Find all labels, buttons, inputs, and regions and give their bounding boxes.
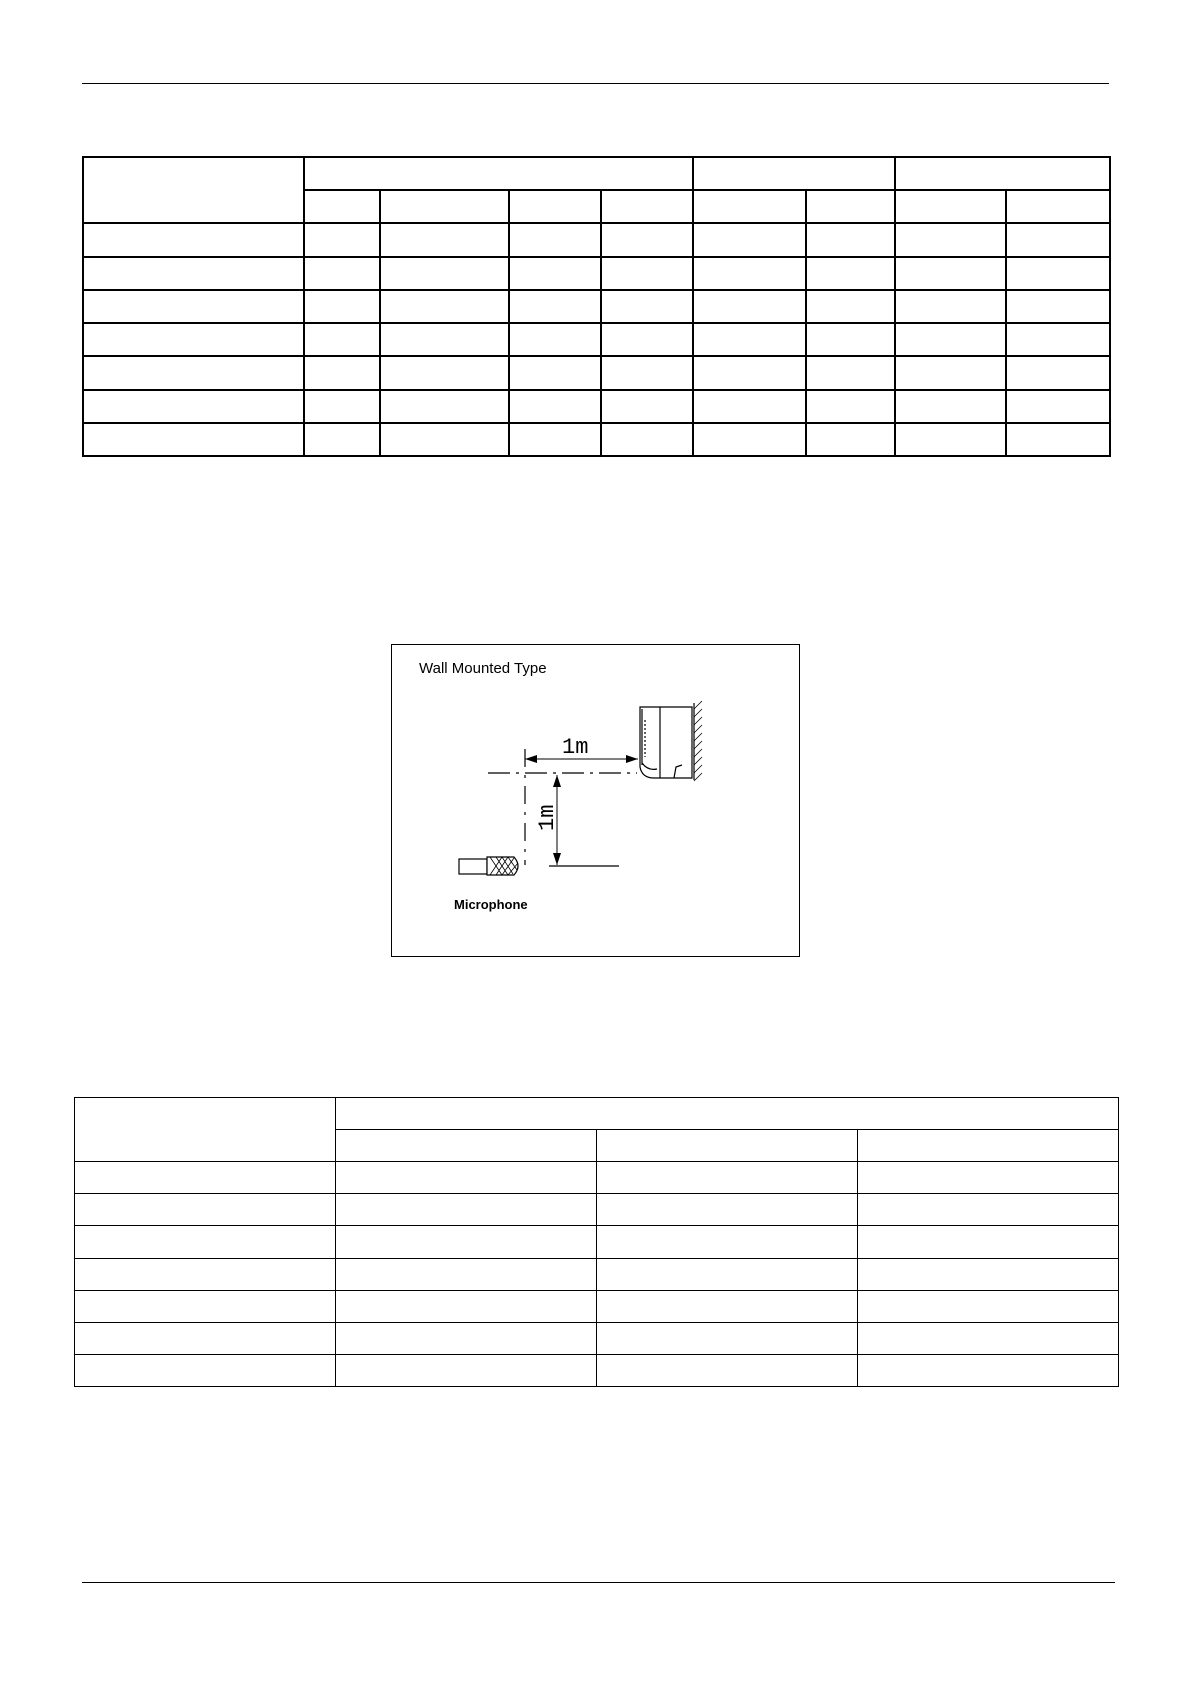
- table-2-subheader-cell: [597, 1130, 858, 1162]
- table-1-subheader-cell: [380, 190, 509, 223]
- header-rule: [82, 83, 1109, 84]
- table-1-group-header: [693, 157, 895, 190]
- wall-mounted-figure: [391, 644, 800, 957]
- table-1-subheader-cell: [895, 190, 1006, 223]
- table-1-group-header: [304, 157, 693, 190]
- table-1-subheader-cell: [509, 190, 601, 223]
- table-2-header-row: [75, 1098, 1119, 1130]
- table-1-subheader-cell: [1006, 190, 1110, 223]
- table-row: [75, 1290, 1119, 1322]
- table-row: [83, 423, 1110, 456]
- table-row: [83, 257, 1110, 290]
- table-2: [74, 1097, 1119, 1387]
- table-2-group-header: [336, 1098, 1119, 1130]
- table-1-header-row: [83, 157, 1110, 190]
- table-1-subheader-cell: [304, 190, 380, 223]
- table-1-subheader-cell: [693, 190, 806, 223]
- microphone-label: Microphone: [454, 897, 528, 912]
- table-1-subheader-cell: [806, 190, 895, 223]
- table-2-subheader-cell: [858, 1130, 1119, 1162]
- table-2-corner-cell: [75, 1098, 336, 1162]
- vertical-dimension-label: 1m: [535, 804, 560, 831]
- horizontal-dimension-label: 1m: [562, 735, 589, 760]
- table-row: [83, 290, 1110, 323]
- table-1-corner-cell: [83, 157, 304, 223]
- table-row: [83, 323, 1110, 356]
- table-1: [82, 156, 1111, 457]
- table-row: [75, 1226, 1119, 1258]
- figure-title: Wall Mounted Type: [419, 660, 547, 677]
- table-2-subheader-cell: [336, 1130, 597, 1162]
- table-row: [75, 1258, 1119, 1290]
- table-row: [75, 1322, 1119, 1354]
- table-1-group-header: [895, 157, 1110, 190]
- table-row: [75, 1194, 1119, 1226]
- table-row: [75, 1162, 1119, 1194]
- footer-rule: [82, 1582, 1115, 1583]
- table-row: [83, 390, 1110, 423]
- indoor-unit-icon: [640, 707, 692, 778]
- table-row: [75, 1354, 1119, 1386]
- table-row: [83, 356, 1110, 389]
- table-row: [83, 223, 1110, 256]
- microphone-icon: [459, 857, 518, 875]
- table-1-subheader-cell: [601, 190, 693, 223]
